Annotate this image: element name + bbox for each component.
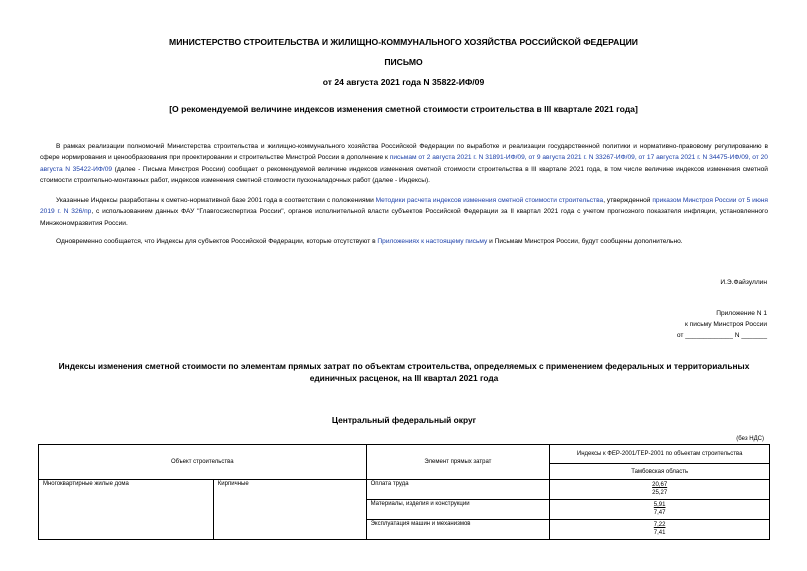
doc-type: ПИСЬМО [384, 57, 423, 67]
district-title: Центральный федеральный округ [331, 415, 477, 425]
paragraph-3 [40, 236, 768, 247]
paragraph-2 [40, 195, 768, 229]
index-table [38, 444, 770, 540]
signature: И.Э.Файзуллин [720, 279, 767, 286]
value-secondary: 7,41 [653, 530, 666, 536]
paragraph-1-text-b: (далее - Письма Минстроя России) сообщает о рекомендуемой величине индексов изменения сметной стоимости строительства в III квартале 2021 года, в том числе величине индексов изменения сметной стоимости строительно-монтажных работ, индексов изменения сметной стоимости пусконаладочных работ (далее - Индексы). [40, 165, 768, 185]
value-primary: 7,22 [653, 522, 666, 528]
link-order-326[interactable]: приказом Минстроя России от 5 июня 2019 г. N 326/пр [40, 197, 769, 216]
letter-subject: [О рекомендуемой величине индексов изменения сметной стоимости строительства в III квартале 2021 года] [169, 104, 638, 114]
cell-object-type: Кирпичные [213, 480, 366, 540]
header-element: Элемент прямых затрат [366, 445, 550, 480]
paragraph-1 [40, 141, 768, 187]
value-primary: 20,67 [652, 482, 668, 488]
cell-object-name: Многоквартирные жилые дома [39, 480, 214, 540]
appendix-label: Приложение N 1 [716, 310, 767, 317]
ministry-title: МИНИСТЕРСТВО СТРОИТЕЛЬСТВА И ЖИЛИЩНО-КОММУНАЛЬНОГО ХОЗЯЙСТВА РОССИЙСКОЙ ФЕДЕРАЦИИ [169, 37, 638, 47]
value-secondary: 25,27 [652, 490, 668, 496]
paragraph-2-text-a: Указанные Индексы разработаны к сметно-нормативной базе 2001 года в соответствии с положениями [56, 197, 376, 204]
cell-values [550, 520, 770, 540]
paragraph-3-text-b: и Письмам Минстроя России, будут сообщены дополнительно. [487, 238, 683, 245]
appendix-from-number: от _____________ N _______ [676, 332, 767, 339]
value-secondary: 7,47 [653, 510, 666, 516]
paragraph-2-text-c: , с использованием данных ФАУ "Главгосэкспертиза России", органов исполнительной власти субъектов Российской Федерации за II квартал 2021 года с учетом прогнозного показателя инфляции, установленного Минэкономразвития России. [40, 208, 768, 227]
cell-values [550, 480, 770, 500]
table-row [39, 480, 770, 500]
header-indexes: Индексы к ФЕР-2001/ТЕР-2001 по объектам строительства [550, 445, 770, 464]
cell-element: Материалы, изделия и конструкции [366, 500, 550, 520]
header-region: Тамбовская область [550, 464, 770, 480]
value-primary: 5,91 [653, 502, 666, 508]
paragraph-1-text-a: В рамках реализации полномочий Министерства строительства и жилищно-коммунального хозяйства Российской Федерации по выработке и реализации государственной политики и нормативно-правовому регулированию в сфере нормирования и ценообразования при проектировании и строительстве Минстрой России в дополнение к [40, 143, 768, 162]
cell-element: Эксплуатация машин и механизмов [366, 520, 550, 540]
date-number: от 24 августа 2021 года N 35822-ИФ/09 [322, 77, 485, 87]
paragraph-3-text-a: Одновременно сообщается, что Индексы для субъектов Российской Федерации, которые отсутствуют в [56, 238, 378, 245]
header-object: Объект строительства [39, 445, 367, 480]
table-header-row [39, 445, 770, 464]
cell-element: Оплата труда [366, 480, 550, 500]
appendix-to-letter: к письму Минстроя России [684, 321, 767, 328]
vat-note: (без НДС) [736, 436, 764, 442]
link-methodology[interactable]: Методики расчета индексов изменения сметной стоимости строительства [375, 197, 604, 204]
link-previous-letters[interactable]: письмам от 2 августа 2021 г. N 31891-ИФ/09, от 9 августа 2021 г. N 33267-ИФ/09, от 17 августа 2021 г. N 34475-ИФ/09, от 20 августа N 35422-ИФ/09 [40, 154, 768, 173]
section-title: Индексы изменения сметной стоимости по элементам прямых затрат по объектам строительства, определяемых с применением федеральных и территориальных единичных расценок, на III квартал 2021 года [58, 361, 750, 383]
cell-values [550, 500, 770, 520]
paragraph-2-text-b: , утвержденной [603, 197, 653, 204]
link-appendices[interactable]: Приложениях к настоящему письму [377, 238, 488, 245]
